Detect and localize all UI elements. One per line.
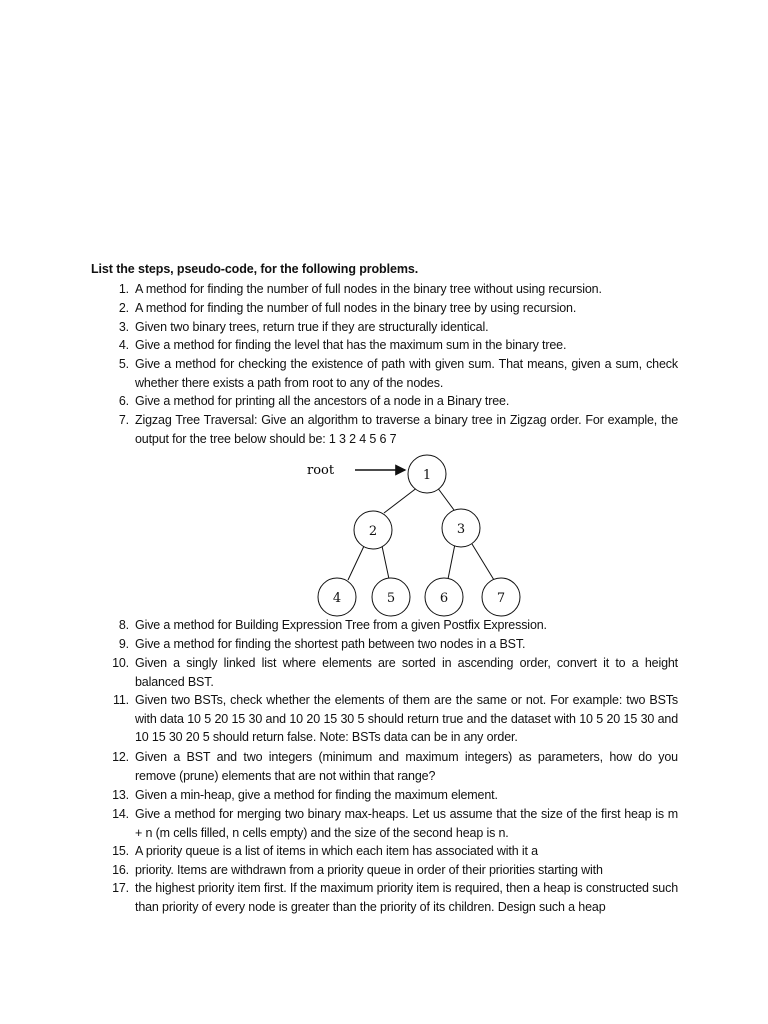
root-label: root — [307, 463, 335, 478]
item-number: 17. — [112, 881, 129, 895]
item-text: Give a method for finding the level that has the maximum sum in the binary tree. — [135, 338, 567, 352]
item-text: Give a method for merging two binary max-heaps. Let us assume that the size of the first heap is m + n (m cells filled, n cells empty) and the size of the second heap is n. — [135, 807, 678, 840]
item-number: 8. — [118, 618, 129, 632]
item-number: 7. — [118, 413, 129, 427]
item-number: 9. — [118, 637, 129, 651]
item-number: 4. — [118, 338, 129, 352]
item-number: 5. — [118, 357, 129, 371]
item-number: 10. — [112, 656, 129, 670]
instructions-heading: List the steps, pseudo-code, for the following problems. — [91, 262, 419, 276]
item-text: A method for finding the number of full nodes in the binary tree by using recursion. — [135, 301, 577, 315]
item-number: 2. — [118, 301, 129, 315]
item-text: Give a method for finding the shortest path between two nodes in a BST. — [135, 637, 526, 651]
item-text: Give a method for Building Expression Tree from a given Postfix Expression. — [135, 618, 547, 632]
edge-2-5 — [382, 546, 389, 579]
item-text: Zigzag Tree Traversal: Give an algorithm to traverse a binary tree in Zigzag order. For example, the output for the tree below should be: 1 3 2 4 5 6 7 — [135, 413, 678, 446]
item-number: 3. — [118, 320, 129, 334]
binary-tree-svg — [300, 452, 530, 622]
item-number: 1. — [118, 282, 129, 296]
item-text: A method for finding the number of full nodes in the binary tree without using recursion. — [135, 282, 602, 296]
item-text: Given a singly linked list where elements are sorted in ascending order, convert it to a height balanced BST. — [135, 656, 678, 689]
binary-tree-diagram — [300, 452, 530, 622]
item-number: 14. — [112, 807, 129, 821]
tree-node-label: 6 — [439, 591, 449, 606]
item-text: Give a method for checking the existence of path with given sum. That means, given a sum, check whether there exists a path from root to any of the nodes. — [135, 357, 678, 390]
item-text: Give a method for printing all the ancestors of a node in a Binary tree. — [135, 394, 510, 408]
edge-3-7 — [472, 544, 494, 580]
tree-node-label: 7 — [496, 591, 506, 606]
tree-node-label: 2 — [368, 524, 378, 539]
item-text: Given two binary trees, return true if they are structurally identical. — [135, 320, 489, 334]
edge-2-4 — [348, 546, 364, 580]
item-text: A priority queue is a list of items in which each item has associated with it a — [135, 844, 538, 858]
item-number: 6. — [118, 394, 129, 408]
item-number: 11. — [113, 693, 129, 707]
edge-1-2 — [384, 487, 418, 513]
tree-node-label: 3 — [456, 522, 466, 537]
tree-nodes — [318, 455, 520, 616]
item-number: 16. — [112, 863, 129, 877]
item-text: Given two BSTs, check whether the elements of them are the same or not. For example: two BSTs with data 10 5 20 15 30 and 10 20 15 30 5 should return true and the dataset with 10 5 20 15 30 and 10 15 30 20 5 should return false. Note: BSTs data can be in any order. — [135, 693, 678, 745]
item-text: Given a BST and two integers (minimum and maximum integers) as parameters, how do you remove (prune) elements that are not within that range? — [135, 750, 678, 783]
tree-node-label: 1 — [422, 468, 432, 483]
item-number: 15. — [112, 844, 129, 858]
edge-1-3 — [437, 487, 454, 510]
edge-3-6 — [448, 544, 455, 579]
item-text: Given a min-heap, give a method for finding the maximum element. — [135, 788, 498, 802]
item-number: 13. — [112, 788, 129, 802]
tree-node-label: 5 — [386, 591, 396, 606]
tree-node-label: 4 — [332, 591, 342, 606]
item-text: priority. Items are withdrawn from a priority queue in order of their priorities starting with — [135, 863, 603, 877]
item-number: 12. — [112, 750, 129, 764]
item-text: the highest priority item first. If the maximum priority item is required, then a heap is constructed such than priority of every node is greater than the priority of its children. Design such a heap — [135, 881, 678, 914]
